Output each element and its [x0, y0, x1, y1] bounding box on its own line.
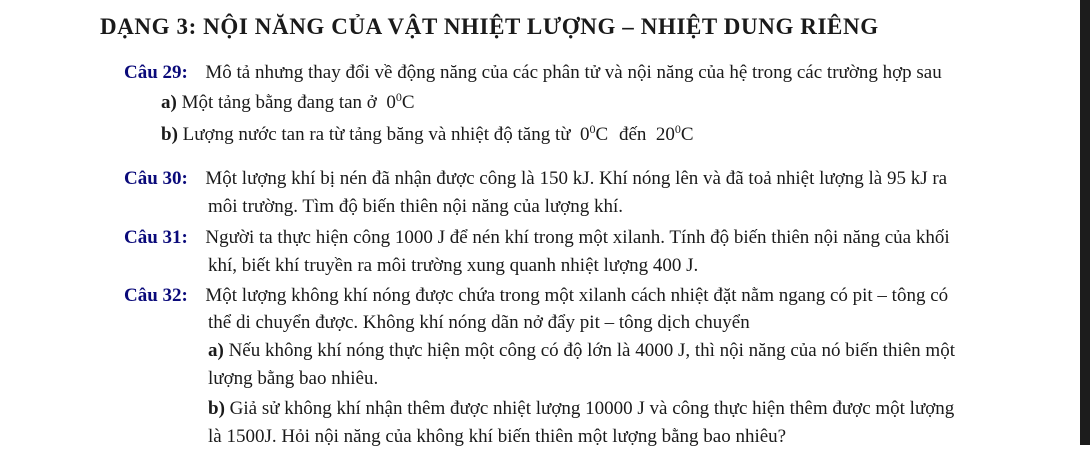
q32-part-a-line1: Nếu không khí nóng thực hiện một công có độ lớn là 4000 J, thì nội năng của nó biến thiên một — [228, 340, 955, 361]
question-29-part-a — [161, 91, 415, 115]
q32-part-b-label: b) — [208, 398, 225, 419]
temperature-from: $0^0C$ — [580, 122, 609, 145]
question-30-label: Câu 30: — [124, 168, 188, 189]
question-29-part-b — [161, 123, 694, 147]
q32-part-b-line1: Giả sử không khí nhận thêm được nhiệt lượng 10000 J và công thực hiện thêm được một lượng — [229, 398, 955, 419]
part-b-label: b) — [161, 124, 178, 145]
question-32 — [124, 284, 948, 308]
question-32-line2: thể di chuyển được. Không khí nóng dãn nở đẩy pit – tông dịch chuyển — [208, 312, 750, 333]
q32-part-a-line2: lượng bằng bao nhiêu. — [208, 368, 379, 389]
question-29-label: Câu 29: — [124, 62, 188, 83]
window-edge — [1080, 0, 1090, 445]
part-a-text: Một tảng bằng đang tan ở — [181, 92, 377, 113]
question-30-line1: Một lượng khí bị nén đã nhận được công là 150 kJ. Khí nóng lên và đã toả nhiệt lượng là 95 kJ ra — [205, 168, 948, 189]
question-32-line1: Một lượng không khí nóng được chứa trong một xilanh cách nhiệt đặt nằm ngang có pit – tông có — [205, 285, 949, 306]
question-29 — [124, 61, 942, 85]
part-b-text: Lượng nước tan ra từ tảng băng và nhiệt độ tăng từ — [182, 124, 571, 145]
temperature-value: $0^0C$ — [386, 90, 415, 113]
part-a-label: a) — [161, 92, 177, 113]
q32-part-a-label: a) — [208, 340, 224, 361]
temperature-to: $20^0C$ — [655, 122, 694, 145]
question-29-text: Mô tả nhưng thay đổi về động năng của các phân tử và nội năng của hệ trong các trường hợp sau — [205, 62, 942, 83]
q32-part-b-line2: là 1500J. Hỏi nội năng của không khí biến thiên một lượng bằng bao nhiêu? — [208, 426, 787, 447]
question-30 — [124, 167, 947, 191]
question-32-part-b — [208, 397, 954, 421]
question-31-line2: khí, biết khí truyền ra môi trường xung quanh nhiệt lượng 400 J. — [208, 255, 699, 276]
question-31-line1: Người ta thực hiện công 1000 J để nén khí trong một xilanh. Tính độ biến thiên nội năng của khối — [205, 227, 950, 248]
question-32-label: Câu 32: — [124, 285, 188, 306]
part-b-middle: đến — [618, 124, 647, 145]
question-31 — [124, 226, 950, 250]
question-31-label: Câu 31: — [124, 227, 188, 248]
question-30-line2: môi trường. Tìm độ biến thiên nội năng của lượng khí. — [208, 196, 624, 217]
question-32-part-a — [208, 339, 955, 363]
section-heading: DẠNG 3: NỘI NĂNG CỦA VẬT NHIỆT LƯỢNG – NHIỆT DUNG RIÊNG — [100, 14, 879, 39]
